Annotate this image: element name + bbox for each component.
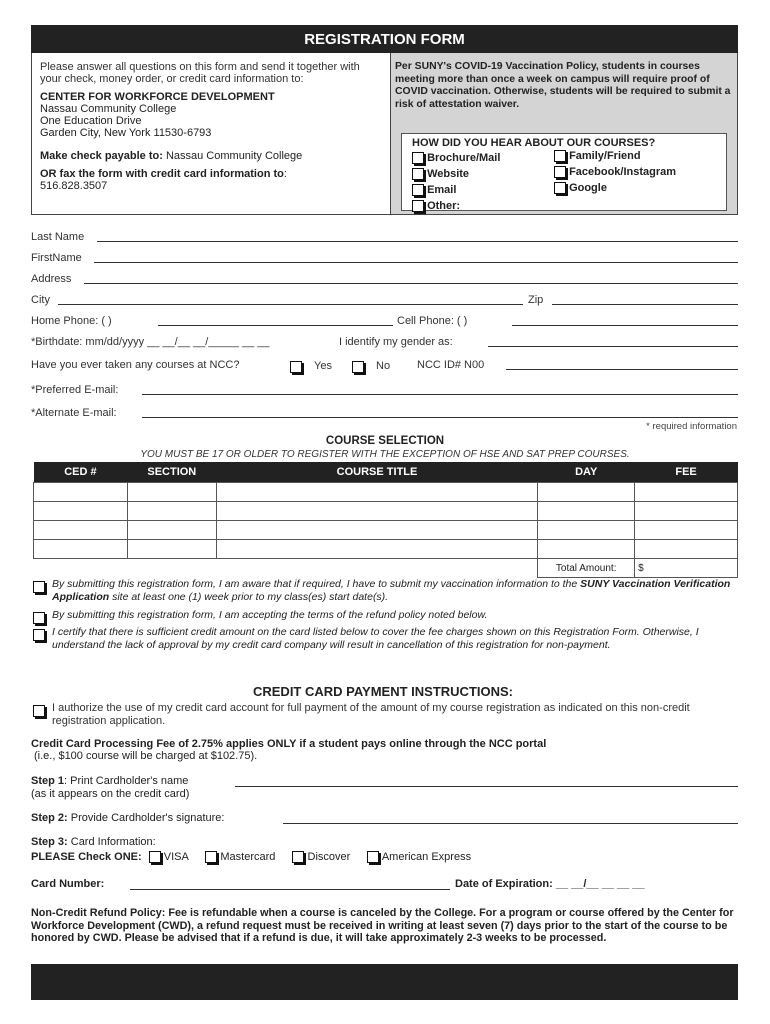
option-family[interactable] xyxy=(554,150,641,162)
col-ced: CED # xyxy=(34,462,128,483)
visa-checkbox[interactable] xyxy=(149,851,161,863)
gender-field[interactable] xyxy=(488,346,738,347)
option-label: Other: xyxy=(427,200,461,212)
city-field[interactable] xyxy=(58,304,523,305)
last-name-field[interactable] xyxy=(97,241,738,242)
birthdate-label: *Birthdate: mm/dd/yyyy __ __/__ __/_____ __ __ xyxy=(31,336,270,348)
option-label: Facebook/Instagram xyxy=(569,166,677,178)
col-day: DAY xyxy=(538,462,635,483)
discover-label: Discover xyxy=(307,851,351,863)
mailing-info-box xyxy=(31,53,391,215)
course-table xyxy=(33,462,738,578)
table-row[interactable] xyxy=(34,540,738,559)
ncc-yes-label: Yes xyxy=(314,360,332,372)
option-email[interactable] xyxy=(412,184,456,196)
covid-info-box xyxy=(391,53,738,215)
referral-source-box xyxy=(401,133,727,211)
fax-label: OR fax the form with credit card information to xyxy=(40,168,284,180)
checkbox[interactable] xyxy=(412,184,424,196)
option-brochure[interactable] xyxy=(412,152,500,164)
covid-policy-text: Per SUNY's COVID-19 Vaccination Policy, students in courses meeting more than once a week on campus will require proof of COVID vaccination. Otherwise, students will be required to submit a risk of attestation waiver. xyxy=(395,61,731,110)
address-label: Address xyxy=(31,273,72,285)
ncc-id-field[interactable] xyxy=(506,369,738,370)
form-title: REGISTRATION FORM xyxy=(31,25,738,53)
step-1: Step 1: Print Cardholder's name xyxy=(31,775,189,787)
discover-checkbox[interactable] xyxy=(292,851,304,863)
authorize-checkbox[interactable] xyxy=(33,702,45,720)
zip-field[interactable] xyxy=(552,304,738,305)
ncc-no-label: No xyxy=(376,360,391,372)
first-name-field[interactable] xyxy=(94,262,738,263)
step-2: Step 2: Provide Cardholder's signature: xyxy=(31,812,225,824)
option-label: Brochure/Mail xyxy=(427,152,501,164)
cardholder-signature-field[interactable] xyxy=(283,823,738,824)
option-label: Email xyxy=(427,184,457,196)
required-note: * required information xyxy=(646,421,737,432)
cell-phone-field[interactable] xyxy=(512,325,738,326)
address-line-2: One Education Drive xyxy=(40,115,142,127)
col-section: SECTION xyxy=(127,462,216,483)
check-value: Nassau Community College xyxy=(162,150,303,162)
home-phone-field[interactable] xyxy=(158,325,393,326)
authorize-text: I authorize the use of my credit card account for full payment of the amount of my course registration as indicated on this non-credit registration application. xyxy=(52,702,690,727)
option-facebook[interactable] xyxy=(554,166,676,178)
amex-checkbox[interactable] xyxy=(367,851,379,863)
ncc-id-label: NCC ID# N00 xyxy=(417,359,485,371)
total-label: Total Amount: xyxy=(538,559,635,578)
total-row xyxy=(34,559,738,578)
table-row[interactable] xyxy=(34,521,738,540)
intro-text: Please answer all questions on this form and send it together with your check, money order, or credit card information to: xyxy=(40,61,360,85)
zip-label: Zip xyxy=(528,294,544,306)
ncc-question: Have you ever taken any courses at NCC? xyxy=(31,359,240,371)
address-line-3: Garden City, New York 11530-6793 xyxy=(40,127,212,139)
agreement-1-checkbox[interactable] xyxy=(33,578,45,596)
mastercard-label: Mastercard xyxy=(220,851,276,863)
agreement-3-text: I certify that there is sufficient credit amount on the card listed below to cover the fee charges shown on this Registration Form. Otherwise, I understand the lack of approval by my credit card company will result in cancellation of this registration for non-payment. xyxy=(52,626,699,651)
amex-label: American Express xyxy=(381,851,472,863)
checkbox[interactable] xyxy=(412,152,424,164)
option-google[interactable] xyxy=(554,182,607,194)
city-label: City xyxy=(31,294,50,306)
checkbox[interactable] xyxy=(554,150,566,162)
cell-phone-label: Cell Phone: ( ) xyxy=(397,315,468,327)
first-name-label: FirstName xyxy=(31,252,82,264)
preferred-email-label: *Preferred E-mail: xyxy=(31,384,119,396)
alternate-email-label: *Alternate E-mail: xyxy=(31,407,117,419)
fax-info: OR fax the form with credit card information to: xyxy=(40,168,287,180)
org-name: CENTER FOR WORKFORCE DEVELOPMENT xyxy=(40,91,275,103)
card-number-field[interactable] xyxy=(130,889,450,890)
alternate-email-field[interactable] xyxy=(142,417,738,418)
table-row[interactable] xyxy=(34,483,738,502)
preferred-email-field[interactable] xyxy=(142,394,738,395)
cardholder-name-field[interactable] xyxy=(235,786,738,787)
agreement-3-checkbox[interactable] xyxy=(33,626,45,644)
col-fee: FEE xyxy=(635,462,738,483)
mastercard-checkbox[interactable] xyxy=(205,851,217,863)
footer-bar xyxy=(31,964,738,1000)
card-number-label: Card Number: xyxy=(31,878,105,890)
col-course-title: COURSE TITLE xyxy=(216,462,537,483)
agreement-1-text: By submitting this registration form, I am aware that if required, I have to submit my vaccination information to the SUNY Vaccination Verification Application site at least one (1) week prior to my class(es) start date(s). xyxy=(52,578,731,603)
checkbox[interactable] xyxy=(554,166,566,178)
checkbox[interactable] xyxy=(412,168,424,180)
refund-policy: Non-Credit Refund Policy: Fee is refundable when a course is canceled by the College. For a program or course offered by the Center for Workforce Development (CWD), a refund request must be received in writing at least seven (7) days prior to the start of the course to be honored by CWD. Please be advised that if a refund is due, it will take approximately 2-3 weeks to be processed. xyxy=(31,907,734,944)
processing-fee-note: Credit Card Processing Fee of 2.75% applies ONLY if a student pays online through the NCC portal xyxy=(31,738,547,750)
option-label: Family/Friend xyxy=(569,150,641,162)
checkbox[interactable] xyxy=(554,182,566,194)
step-3: Step 3: Card Information: xyxy=(31,836,156,848)
option-website[interactable] xyxy=(412,168,469,180)
option-label: Website xyxy=(427,168,470,180)
check-one-label: PLEASE Check ONE: xyxy=(31,851,142,863)
course-selection-title: COURSE SELECTION xyxy=(325,435,445,447)
ncc-yes-checkbox[interactable] xyxy=(290,358,302,376)
last-name-label: Last Name xyxy=(31,231,85,243)
age-requirement: YOU MUST BE 17 OR OLDER TO REGISTER WITH THE EXCEPTION OF HSE AND SAT PREP COURSES. xyxy=(140,449,630,460)
processing-fee-example: (i.e., $100 course will be charged at $102.75). xyxy=(34,750,258,762)
gender-label: I identify my gender as: xyxy=(339,336,453,348)
table-header xyxy=(34,462,738,483)
fax-number: 516.828.3507 xyxy=(40,180,108,192)
option-other[interactable] xyxy=(412,200,460,212)
check-label: Make check payable to: xyxy=(40,150,163,162)
address-field[interactable] xyxy=(84,283,738,284)
ncc-no-checkbox[interactable] xyxy=(352,358,364,376)
option-label: Google xyxy=(569,182,607,194)
referral-title: HOW DID YOU HEAR ABOUT OUR COURSES? xyxy=(412,137,656,149)
step-1-note: (as it appears on the credit card) xyxy=(31,788,190,800)
checkbox[interactable] xyxy=(412,200,424,212)
card-type-row xyxy=(31,851,471,864)
agreement-2-text: By submitting this registration form, I am accepting the terms of the refund policy noted below. xyxy=(52,609,488,621)
credit-card-title: CREDIT CARD PAYMENT INSTRUCTIONS: xyxy=(252,684,513,699)
check-payable xyxy=(40,150,382,162)
table-row[interactable] xyxy=(34,502,738,521)
address-line-1: Nassau Community College xyxy=(40,103,177,115)
expiration-label: Date of Expiration: __ __/__ __ __ __ xyxy=(455,878,645,890)
visa-label: VISA xyxy=(163,851,189,863)
total-amount-field[interactable]: $ xyxy=(635,559,738,578)
home-phone-label: Home Phone: ( ) xyxy=(31,315,112,327)
agreement-2-checkbox[interactable] xyxy=(33,609,45,627)
